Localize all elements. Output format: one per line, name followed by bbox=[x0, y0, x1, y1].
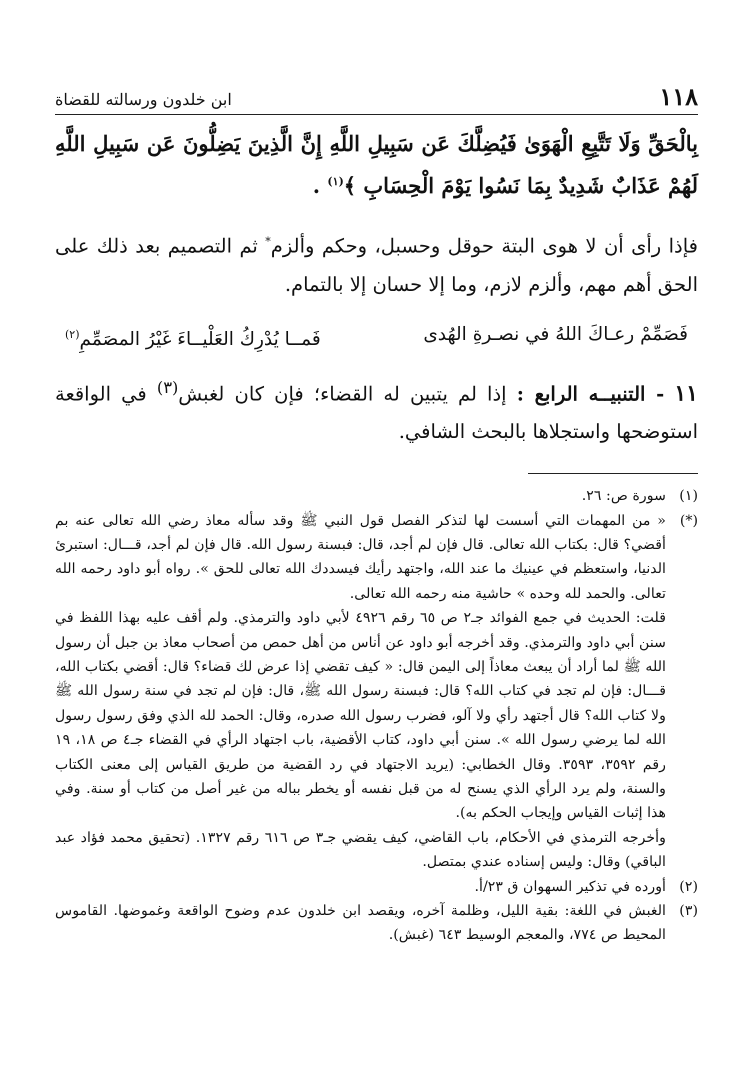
section-number: ١١ bbox=[674, 380, 698, 407]
footnote-ref: (٣) bbox=[156, 377, 179, 397]
footnote bbox=[55, 875, 698, 899]
section-label: - التنبيــه الرابع : bbox=[516, 382, 665, 406]
footnote-mark: (٢) bbox=[679, 878, 698, 895]
verse-first-hemistich: فَصَمِّمْ رعـاكَ اللهُ في نصـرةِ الهُدى bbox=[423, 323, 688, 345]
footnote-text: « من المهمات التي أسست لها لتذكر الفصل قول النبي ﷺ وقد سأله معاذ رضي الله تعالى عنه بم أقضي؟ قال: بكتاب الله تعالى. قال فإن لم أجد، قال: فبسنة رسول الله. قال فإن لم أجد، قـــال: استبرئ الدنيا، واستعظم في عينيك ما عند الله، واجتهد رأيك فيسددك الله تعالى للحق ». رواه أبو داود رحمه الله تعالى. والحمد لله وحده » حاشية منه رحمه الله تعالى. bbox=[55, 512, 666, 602]
footnote-ref: (٢) bbox=[65, 327, 80, 341]
footnote bbox=[55, 484, 698, 508]
poetry-verse bbox=[55, 318, 698, 357]
footnote-divider bbox=[528, 473, 698, 474]
footnote-ref: (١) bbox=[327, 175, 344, 188]
footnote-text: الغبش في اللغة: بقية الليل، وظلمة آخره، ويقصد ابن خلدون عدم وضوح الواقعة وغموضها. القاموس المحيط ص ٧٧٤، والمعجم الوسيط ٦٤٣ (غبش). bbox=[55, 903, 666, 944]
footnotes bbox=[55, 484, 698, 948]
footnote-text: سورة ص: ٢٦. bbox=[581, 488, 666, 505]
body-paragraph: فإذا رأى أن لا هوى البتة حوقل وحسبل، وحكم وألزم* ثم التصميم بعد ذلك على الحق أهم مهم، وألزم لازم، وما إلا حسان إلا بالتمام. bbox=[55, 234, 698, 296]
footnote bbox=[55, 899, 698, 948]
footnote-text: قلت: الحديث في جمع الفوائد جـ٢ ص ٦٥ رقم ٤٩٢٦ لأبي داود والترمذي. ولم أقف عليه بهذا اللفظ في سنن أبي داود والترمذي. وقد أخرجه أبو داود عن أناس من أهل حمص من أصحاب معاذ بن جبل أن رسول الله ﷺ لما أراد أن يبعث معاذاً إلى اليمن قال: « كيف تقضي إذا عرض لك قضاء؟ قال: أقضي بكتاب الله، قـــال: فإن لم تجد في كتاب الله؟ قال: فبسنة رسول الله ﷺ، قال: فإن لم تجد في سنة رسول الله ﷺ ولا كتاب الله؟ قال أجتهد رأي ولا آلو، فضرب رسول الله صدره، وقال: الحمد لله الذي وفق رسول رسول الله لما يرضي رسول الله ». سنن أبي داود، كتاب الأقضية، باب اجتهاد الرأي في القضاء جـ٤ ص ١٨، ١٩ رقم ٣٥٩٢، ٣٥٩٣. وقال الخطابي: (يريد الاجتهاد في رد القضية من طريق القياس إلى معنى الكتاب والسنة، ولم يرد الرأي الذي يسنح له من قبل نفسه أو يخطر بباله من غير أصل من كتاب أو سنة. وفي هذا إثبات القياس وإيجاب الحكم به). bbox=[55, 610, 666, 822]
footnote bbox=[55, 509, 698, 875]
footnote-text: أورده في تذكير السهوان ق ٢٣/أ. bbox=[474, 878, 666, 895]
verse-second-hemistich: فَمــا يُدْرِكُ العَلْيــاءَ غَيْرُ المصَمِّمِ$^{(٢)}$ bbox=[65, 327, 321, 350]
book-page bbox=[55, 82, 698, 948]
section-paragraph: ١١ - التنبيــه الرابع : إذا لم يتبين له القضاء؛ فإن كان لغبش$^{(٣)}$ في الواقعة استوضحها واستجلاها بالبحث الشافي. bbox=[55, 377, 698, 444]
quran-quote: بِالْحَقِّ وَلَا تَتَّبِعِ الْهَوَىٰ فَيُضِلَّكَ عَن سَبِيلِ اللَّهِ إِنَّ الَّذِينَ يَضِلُّونَ عَن سَبِيلِ اللَّهِ لَهُمْ عَذَابٌ شَدِيدٌ بِمَا نَسُوا يَوْمَ الْحِسَابِ ﴾$^{(١)}$ . bbox=[55, 131, 698, 198]
page-number: ١١٨ bbox=[659, 82, 698, 111]
footnote-text: وأخرجه الترمذي في الأحكام، باب القاضي، كيف يقضي جـ٣ ص ٦١٦ رقم ١٣٢٧. (تحقيق محمد فؤاد عبد الباقي) وقال: وليس إسناده عندي بمتصل. bbox=[55, 829, 666, 871]
footnote-mark: (١) bbox=[679, 488, 698, 505]
footnote-mark: (*) bbox=[679, 512, 698, 529]
footnote-ref: * bbox=[265, 235, 271, 248]
main-text bbox=[55, 125, 698, 451]
running-title: ابن خلدون ورسالته للقضاة bbox=[55, 90, 232, 109]
footnote-mark: (٣) bbox=[679, 903, 698, 920]
page-header bbox=[55, 82, 698, 115]
